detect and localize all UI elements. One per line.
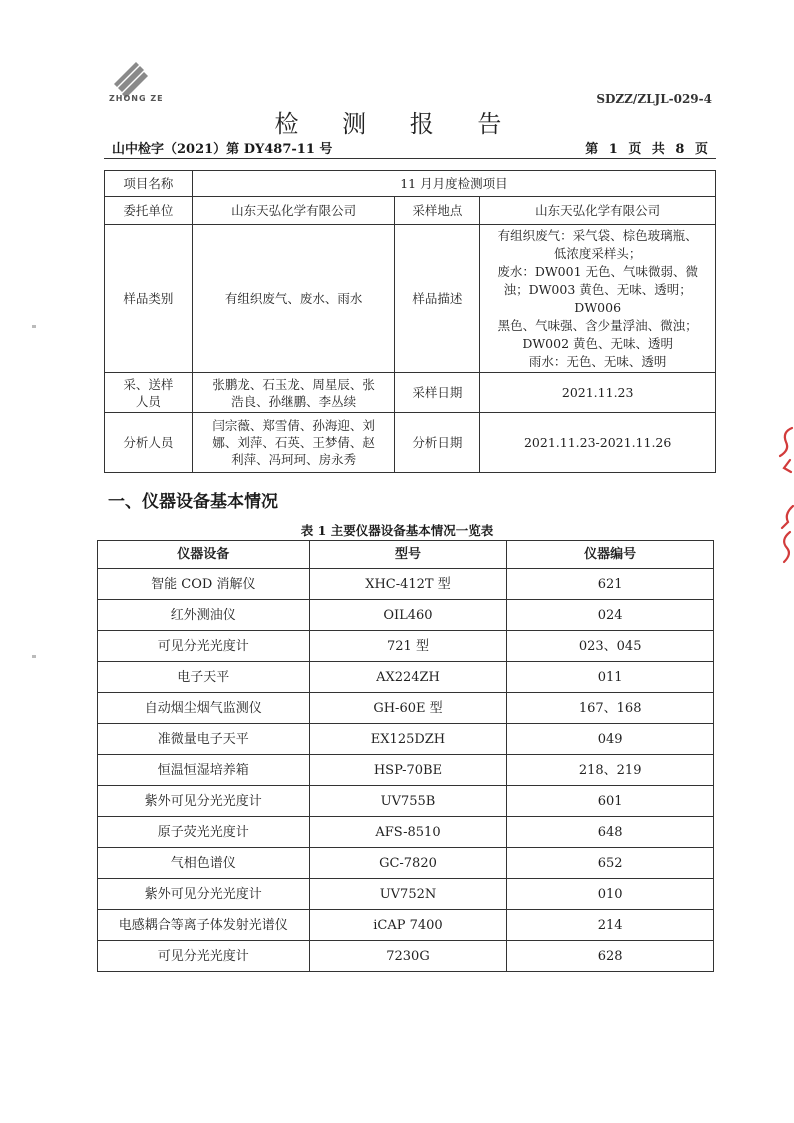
equipment-name: 恒温恒湿培养箱 [98,755,310,786]
report-info-table [104,170,716,473]
equipment-number: 167、168 [507,693,714,724]
equipment-model: XHC-412T 型 [309,569,507,600]
equipment-name: 可见分光光度计 [98,941,310,972]
table-row [105,197,716,225]
table-row [98,569,714,600]
project-name-label: 项目名称 [105,171,193,197]
client-label: 委托单位 [105,197,193,225]
analyst-value [192,413,395,473]
equipment-name: 紫外可见分光光度计 [98,786,310,817]
equipment-name: 智能 COD 消解仪 [98,569,310,600]
equipment-number: 218、219 [507,755,714,786]
table-row [105,373,716,413]
table-row [98,848,714,879]
table-row [105,171,716,197]
logo-text: ZHONG ZE [109,94,164,103]
analysis-date-label: 分析日期 [395,413,480,473]
sample-description-line: 浊；DW003 黄色、无味、透明；DW006 [503,281,692,315]
sampler-label [105,373,193,413]
project-name-value: 11 月月度检测项目 [192,171,715,197]
table-header-row [98,541,714,569]
equipment-number: 621 [507,569,714,600]
page-indicator: 第 1 页 共 8 页 [585,142,708,157]
sampler-label-line: 采、送样 [123,376,174,392]
page-title: 检 测 报 告 [274,110,520,138]
table-row [98,724,714,755]
equipment-model: AX224ZH [309,662,507,693]
table-row [98,786,714,817]
table-row [98,631,714,662]
analyst-label: 分析人员 [105,413,193,473]
equipment-table [97,540,714,972]
equipment-model: 7230G [309,941,507,972]
sampler-label-line: 人员 [135,393,161,409]
table-row [98,662,714,693]
table-row [98,755,714,786]
equipment-number: 652 [507,848,714,879]
table-row [98,879,714,910]
table-row [105,225,716,373]
equipment-number: 011 [507,662,714,693]
table-row [98,910,714,941]
equipment-name: 原子荧光光度计 [98,817,310,848]
equipment-model: HSP-70BE [309,755,507,786]
equipment-number: 628 [507,941,714,972]
equipment-model: UV752N [309,879,507,910]
sample-description-line: 雨水：无色、无味、透明 [528,353,667,369]
column-header: 型号 [309,541,507,569]
document-code: SDZZ/ZLJL-029-4 [596,92,712,106]
punch-mark [32,325,36,328]
analysis-date-value: 2021.11.23-2021.11.26 [480,413,716,473]
sampling-date-value: 2021.11.23 [480,373,716,413]
sample-type-value: 有组织废气、废水、雨水 [192,225,395,373]
equipment-model: GC-7820 [309,848,507,879]
sample-description-line: DW002 黄色、无味、透明 [522,335,674,351]
red-seal-stamp-icon [772,410,794,570]
equipment-name: 气相色谱仪 [98,848,310,879]
equipment-name: 紫外可见分光光度计 [98,879,310,910]
sampling-site-value: 山东天弘化学有限公司 [480,197,716,225]
equipment-model: OIL460 [309,600,507,631]
sampler-value-line: 浩良、孙继鹏、李丛续 [231,393,357,409]
table-row [98,693,714,724]
equipment-model: iCAP 7400 [309,910,507,941]
equipment-model: EX125DZH [309,724,507,755]
equipment-number: 601 [507,786,714,817]
sampler-value-line: 张鹏龙、石玉龙、周星辰、张 [212,376,375,392]
table-row [105,413,716,473]
equipment-name: 红外测油仪 [98,600,310,631]
punch-mark [32,655,36,658]
equipment-number: 023、045 [507,631,714,662]
header-divider [104,158,716,159]
sample-description-line: 废水：DW001 无色、气味微弱、微 [497,263,699,279]
sample-description-label: 样品描述 [395,225,480,373]
equipment-model: GH-60E 型 [309,693,507,724]
equipment-number: 049 [507,724,714,755]
sampling-site-label: 采样地点 [395,197,480,225]
equipment-model: AFS-8510 [309,817,507,848]
table-row [98,600,714,631]
equipment-model: 721 型 [309,631,507,662]
table-row [98,941,714,972]
analyst-value-line: 闫宗薇、郑雪倩、孙海迎、刘 [212,418,375,433]
section-heading: 一、仪器设备基本情况 [108,492,278,512]
sampler-value [192,373,395,413]
equipment-number: 010 [507,879,714,910]
sampling-date-label: 采样日期 [395,373,480,413]
sample-description-value [480,225,716,373]
equipment-number: 214 [507,910,714,941]
client-value: 山东天弘化学有限公司 [192,197,395,225]
equipment-number: 648 [507,817,714,848]
analyst-value-line: 娜、刘萍、石英、王梦倩、赵 [212,435,375,450]
equipment-name: 自动烟尘烟气监测仪 [98,693,310,724]
equipment-name: 电感耦合等离子体发射光谱仪 [98,910,310,941]
sample-description-line: 黑色、气味强、含少量浮油、微浊； [497,317,698,333]
sample-description-line: 低浓度采样头； [553,245,642,261]
column-header: 仪器编号 [507,541,714,569]
column-header: 仪器设备 [98,541,310,569]
equipment-name: 电子天平 [98,662,310,693]
equipment-name: 可见分光光度计 [98,631,310,662]
sample-description-line: 有组织废气：采气袋、棕色玻璃瓶、 [497,227,698,243]
equipment-name: 准微量电子天平 [98,724,310,755]
analyst-value-line: 利萍、冯珂珂、房永秀 [231,452,357,467]
sample-type-label: 样品类别 [105,225,193,373]
report-number: 山中检字（2021）第 DY487-11 号 [112,142,333,157]
table-caption: 表 1 主要仪器设备基本情况一览表 [300,523,494,538]
equipment-number: 024 [507,600,714,631]
table-row [98,817,714,848]
equipment-model: UV755B [309,786,507,817]
